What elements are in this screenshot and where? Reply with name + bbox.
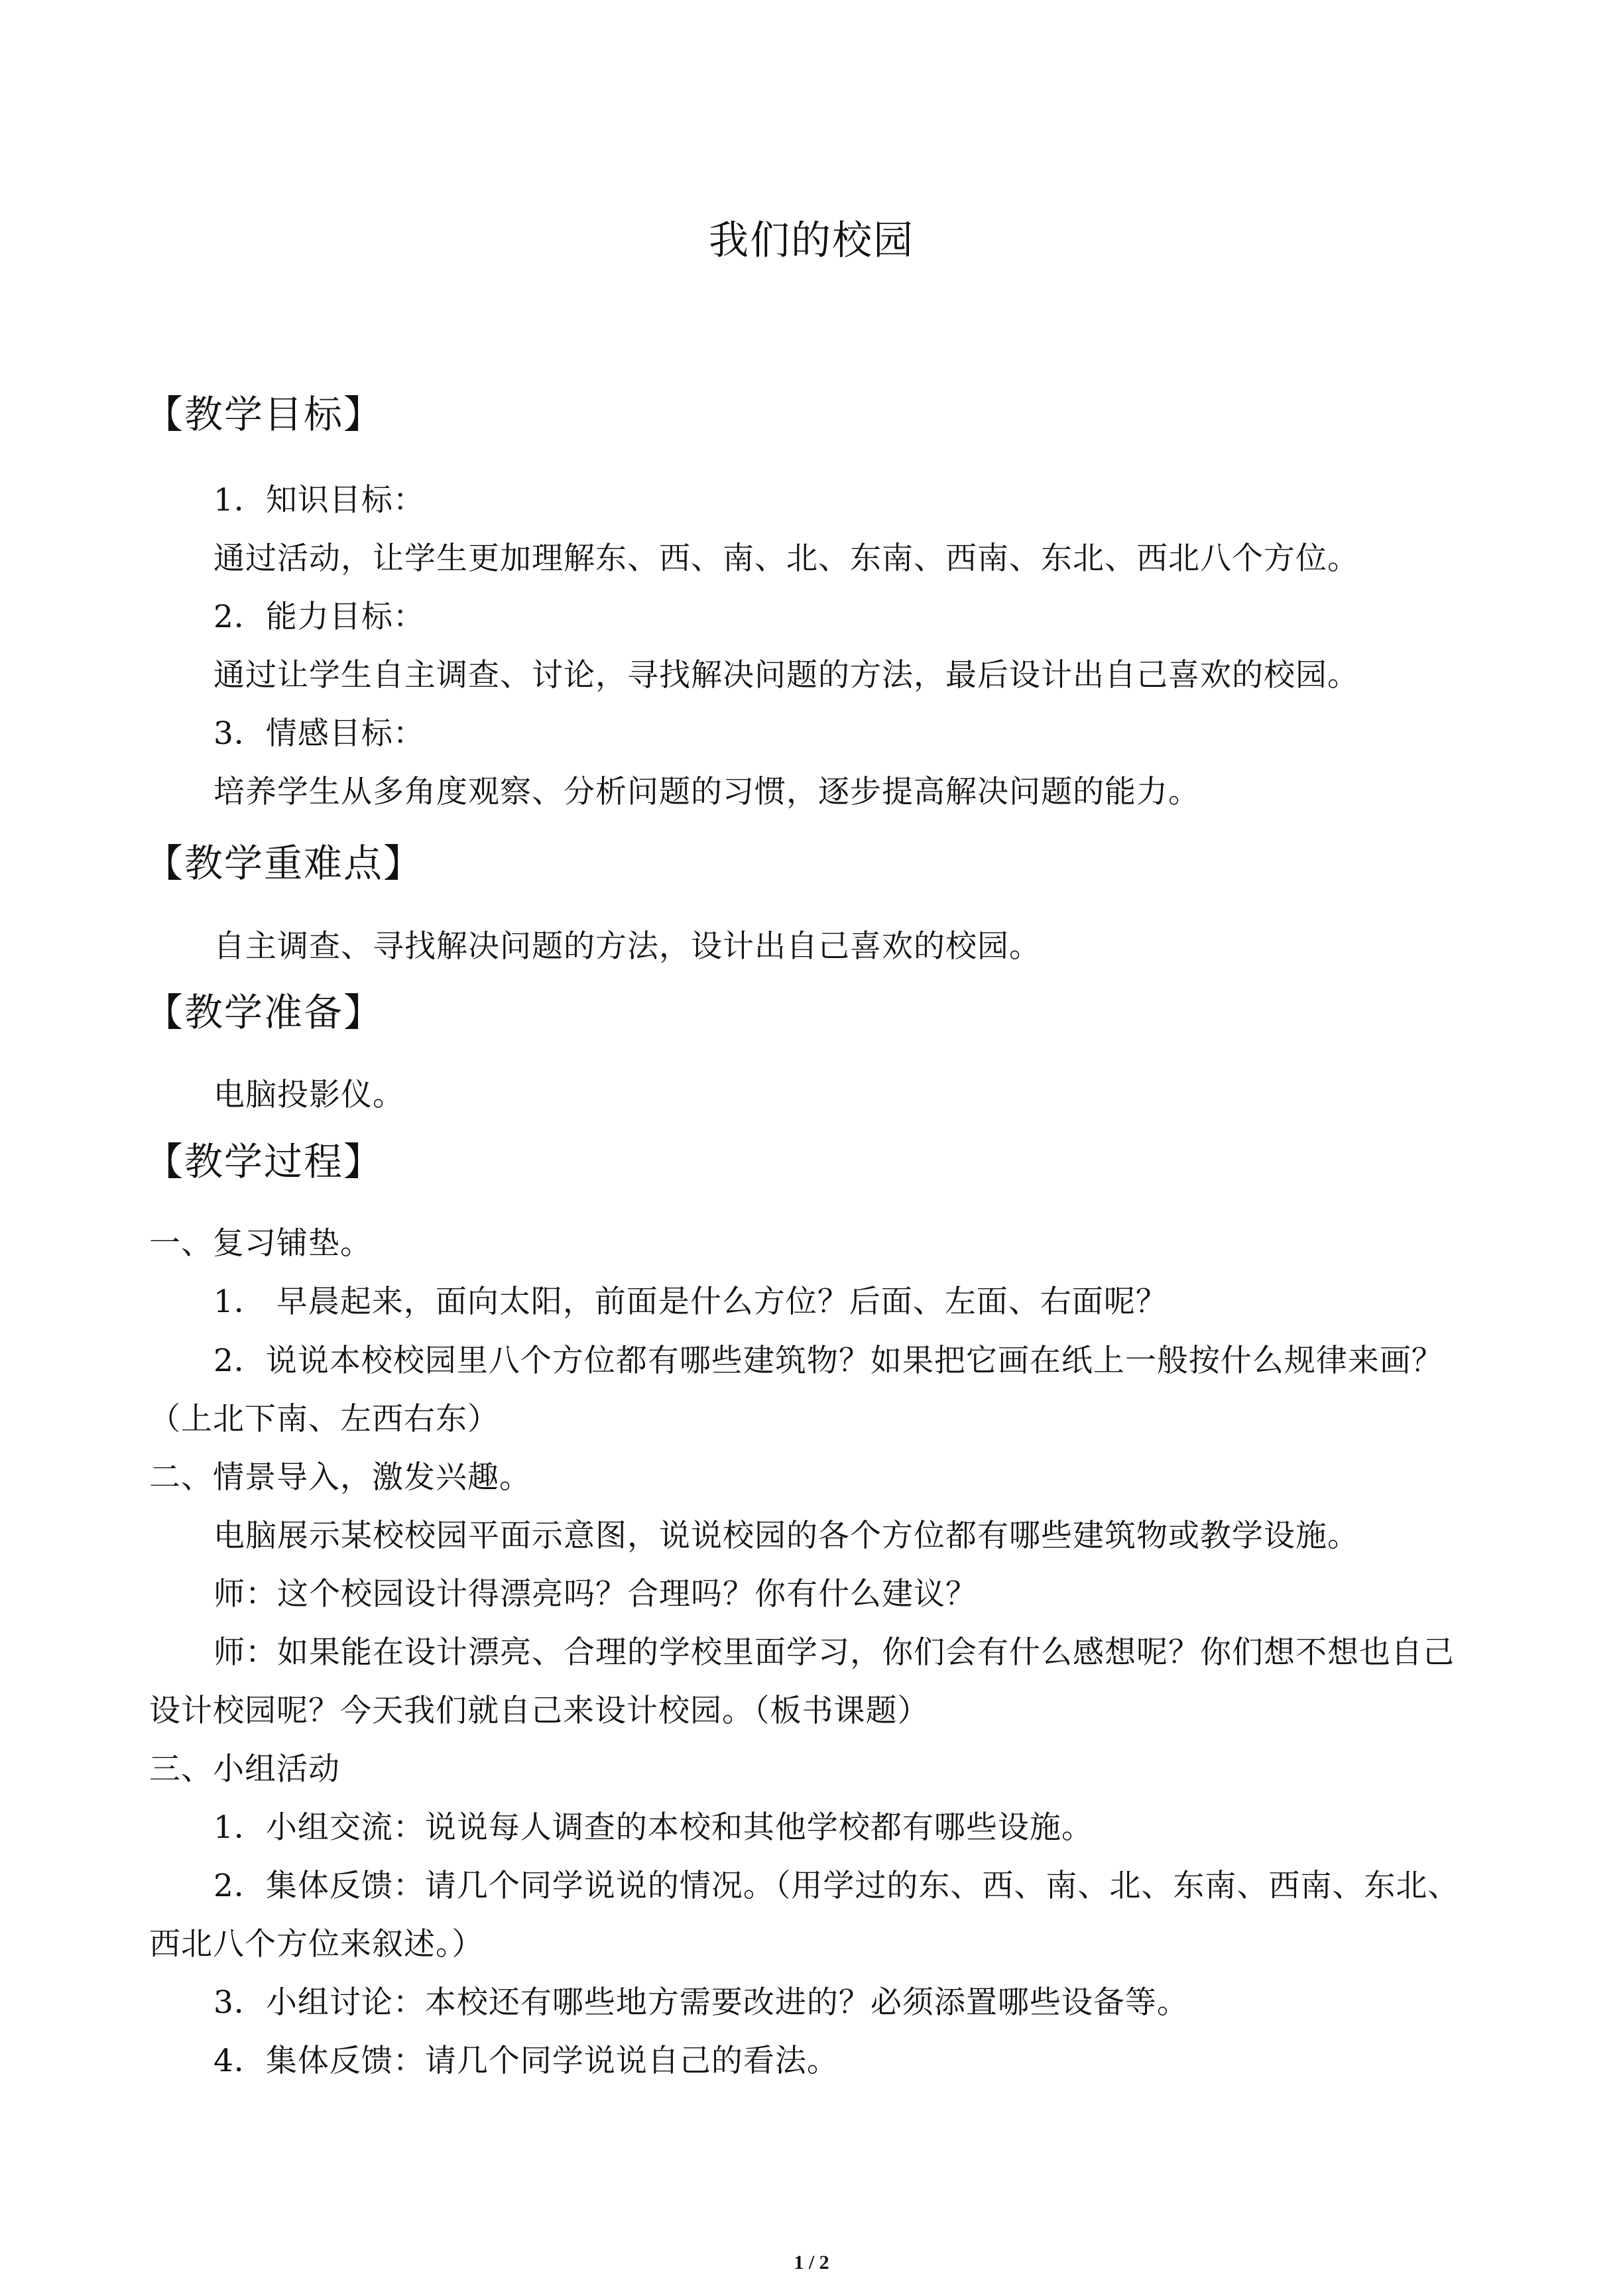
objective-knowledge-text: 通过活动，让学生更加理解东、西、南、北、东南、西南、东北、西北八个方位。	[213, 540, 1359, 577]
process-part1-q1: 1． 早晨起来，面向太阳，前面是什么方位？后面、左面、右面呢？	[213, 1284, 1168, 1320]
page-number: 1 / 2	[794, 2252, 829, 2273]
process-part3-s2: 2．集体反馈：请几个同学说说的情况。（用学过的东、西、南、北、东南、西南、东北、	[213, 1868, 1460, 1904]
key-points-text: 自主调查、寻找解决问题的方法，设计出自己喜欢的校园。	[213, 928, 1041, 965]
process-part2-p3-cont: 设计校园呢？今天我们就自己来设计校园。（板书课题）	[149, 1693, 930, 1729]
heading-key-points: 【教学重难点】	[145, 841, 424, 886]
objective-emotion-text: 培养学生从多角度观察、分析问题的习惯，逐步提高解决问题的能力。	[213, 774, 1200, 810]
heading-process: 【教学过程】	[145, 1139, 384, 1184]
objective-knowledge-label: 1．知识目标：	[213, 482, 425, 518]
process-part3-s1: 1．小组交流：说说每人调查的本校和其他学校都有哪些设施。	[213, 1809, 1093, 1846]
process-part2-p1: 电脑展示某校校园平面示意图，说说校园的各个方位都有哪些建筑物或教学设施。	[213, 1518, 1359, 1554]
heading-preparation: 【教学准备】	[145, 990, 384, 1035]
process-part3-s2-cont: 西北八个方位来叙述。）	[149, 1926, 484, 1963]
objective-ability-label: 2．能力目标：	[213, 599, 425, 635]
process-part3-s4: 4．集体反馈：请几个同学说说自己的看法。	[213, 2043, 839, 2079]
process-part2-p2: 师：这个校园设计得漂亮吗？合理吗？你有什么建议？	[213, 1576, 977, 1612]
process-part1-q2: 2．说说本校校园里八个方位都有哪些建筑物？如果把它画在纸上一般按什么规律来画？	[213, 1343, 1443, 1379]
process-part3-s3: 3．小组讨论：本校还有哪些地方需要改进的？必须添置哪些设备等。	[213, 1984, 1189, 2021]
heading-objectives: 【教学目标】	[145, 392, 384, 437]
preparation-text: 电脑投影仪。	[213, 1077, 404, 1113]
objective-ability-text: 通过让学生自主调查、讨论，寻找解决问题的方法，最后设计出自己喜欢的校园。	[213, 657, 1359, 694]
process-part2-p3: 师：如果能在设计漂亮、合理的学校里面学习，你们会有什么感想呢？你们想不想也自己	[213, 1634, 1455, 1671]
process-part2-title: 二、情景导入，激发兴趣。	[149, 1459, 531, 1496]
process-part1-title: 一、复习铺垫。	[149, 1225, 372, 1262]
objective-emotion-label: 3．情感目标：	[213, 715, 425, 752]
process-part3-title: 三、小组活动	[149, 1751, 340, 1787]
page-title: 我们的校园	[709, 217, 914, 264]
process-part1-q2-cont: （上北下南、左西右东）	[149, 1401, 499, 1437]
